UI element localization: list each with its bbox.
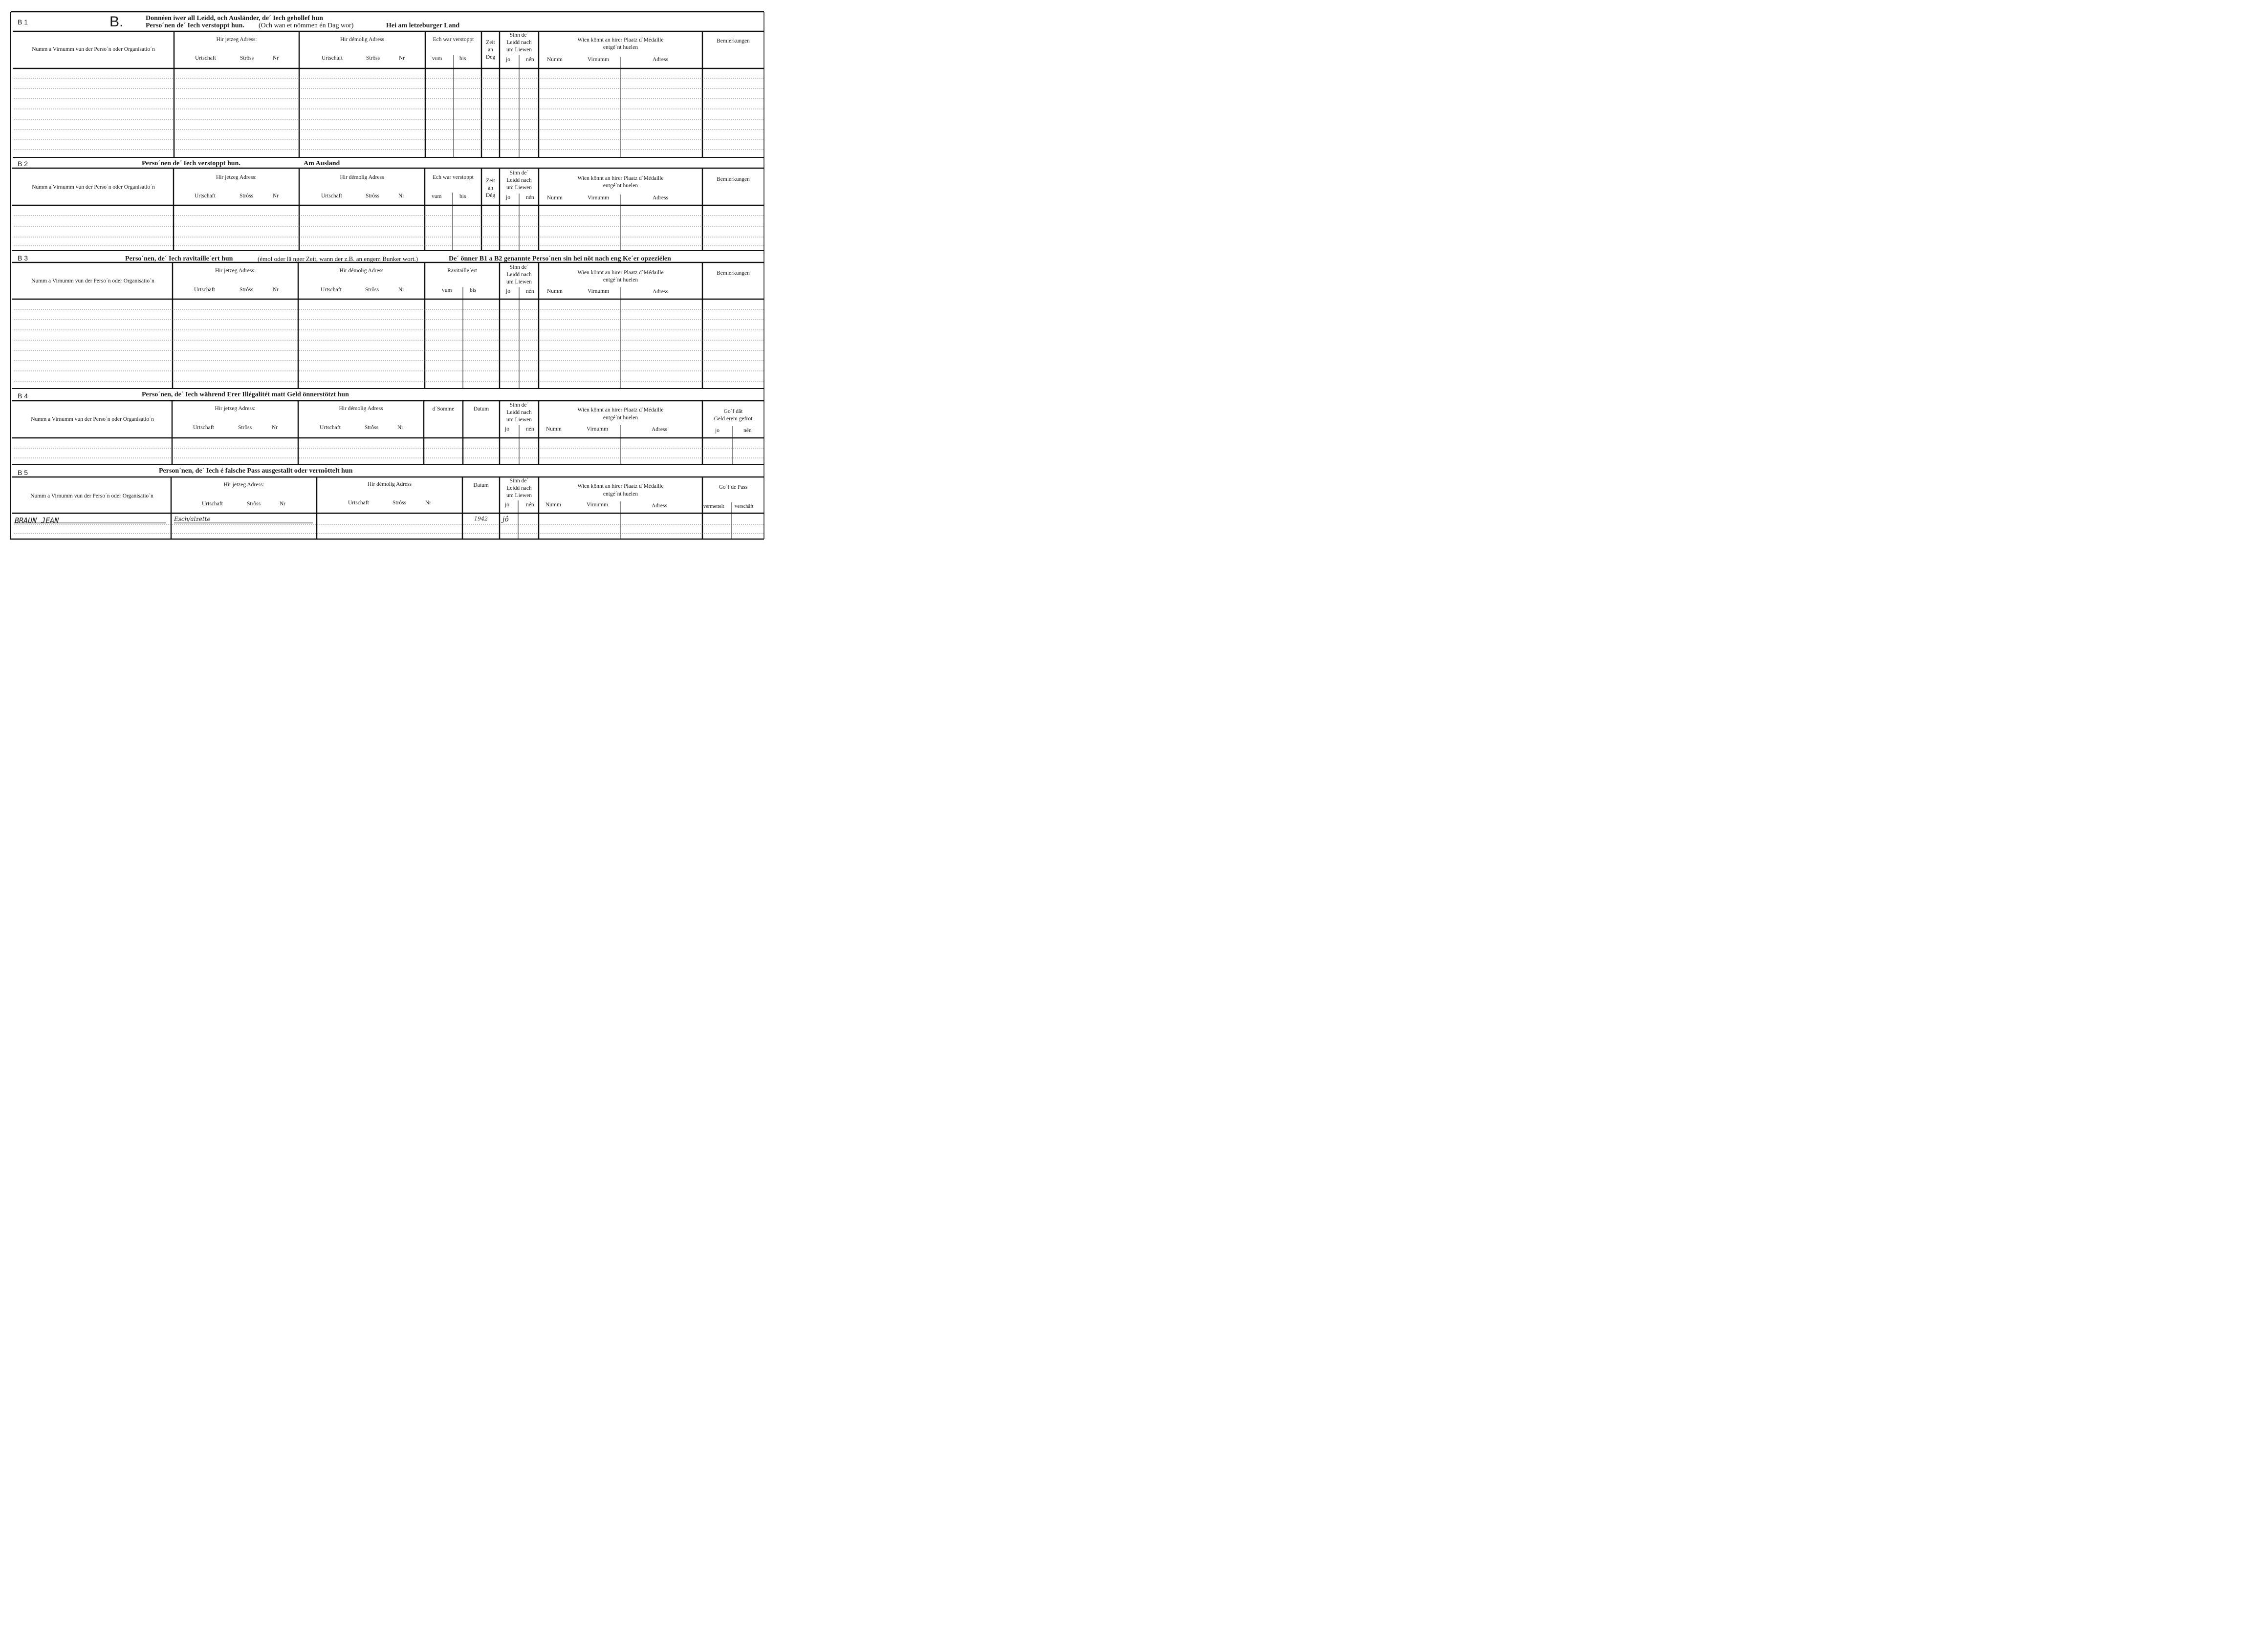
col-former-address-header: Hir démolig Adress bbox=[339, 406, 383, 412]
col-nr-header: Nr bbox=[399, 55, 405, 61]
col-former-address-header: Hir démolig Adress bbox=[339, 268, 384, 274]
col-bis-header: bis bbox=[459, 194, 466, 199]
col-virnumm-header: Virnumm bbox=[587, 502, 609, 508]
col-nen-header: nén bbox=[526, 502, 534, 508]
col-alive-header: Leidd nach bbox=[506, 272, 532, 278]
col-urtschaft-header: Urtschaft bbox=[321, 287, 342, 293]
col-former-address-header: Hir démolig Adress bbox=[340, 37, 385, 43]
section-b1-title-line2: Perso´nen de´ Iech verstoppt hun. bbox=[146, 22, 244, 29]
col-adress-header: Adress bbox=[652, 427, 667, 433]
col-name-header: Numm a Virnumm vun der Perso´n oder Organisatio´n bbox=[31, 278, 154, 284]
section-b3-title: Perso´nen, de´ Iech ravitaille´ert hun bbox=[125, 255, 233, 262]
col-stross-header: Strôss bbox=[240, 287, 254, 293]
col-jo-header: jo bbox=[506, 195, 510, 200]
col-nr-header: Nr bbox=[272, 425, 278, 431]
col-bis-header: bis bbox=[470, 287, 477, 293]
entry-alive-yes: jô bbox=[502, 516, 509, 523]
col-zeit-header: an bbox=[488, 185, 493, 191]
section-b4-title: Perso´nen, de´ Iech während Erer Illégalitét matt Geld önnerstötzt hun bbox=[142, 391, 349, 398]
col-nen-header: nén bbox=[743, 428, 752, 433]
col-alive-header: Sinn de´ bbox=[509, 402, 529, 408]
col-alive-header: Sinn de´ bbox=[509, 170, 529, 176]
col-former-address-header: Hir démolig Adress bbox=[367, 481, 412, 487]
col-numm-header: Numm bbox=[547, 57, 563, 63]
col-zeit-header: Zeit bbox=[486, 178, 495, 184]
col-alive-header: Sinn de´ bbox=[509, 264, 529, 270]
entry-urtschaft: Esch/alzette bbox=[174, 516, 211, 522]
col-vermettelt-header: vermettelt bbox=[703, 504, 724, 509]
col-jo-header: jo bbox=[505, 426, 509, 432]
entry-name: BRAUN JEAN bbox=[15, 516, 59, 525]
section-b3-title-note2: De´ önner B1 a B2 genannte Perso´nen sin hei nöt nach eng Ke´er opzeziélen bbox=[449, 255, 671, 262]
col-current-address-header: Hir jetzeg Adress: bbox=[215, 268, 256, 274]
section-b3-title-note: (émol oder lä nger Zeit, wann der z.B. an engem Bunker wort.) bbox=[258, 255, 418, 262]
col-jo-header: jo bbox=[506, 288, 510, 294]
col-remarks-header: Bemierkungen bbox=[717, 176, 750, 182]
section-b2-code: B 2 bbox=[18, 160, 28, 168]
col-adress-header: Adress bbox=[653, 289, 668, 295]
section-b4-code: B 4 bbox=[18, 392, 28, 400]
col-medal-header: entgé´nt huelen bbox=[603, 415, 638, 421]
col-alive-header: um Liewen bbox=[506, 47, 532, 53]
col-stross-header: Strôss bbox=[240, 55, 254, 61]
col-hidden-header: Ech war verstoppt bbox=[433, 174, 474, 180]
col-medal-header: Wien könnt an hirer Plaatz d´Médaille bbox=[577, 407, 664, 413]
col-urtschaft-header: Urtschaft bbox=[321, 193, 342, 199]
col-urtschaft-header: Urtschaft bbox=[348, 500, 369, 506]
col-current-address-header: Hir jetzeg Adress: bbox=[215, 406, 256, 412]
col-numm-header: Numm bbox=[546, 426, 562, 432]
col-remarks-header: Bemierkungen bbox=[717, 38, 750, 44]
col-sum-header: d´Somme bbox=[432, 406, 455, 412]
col-alive-header: Sinn de´ bbox=[509, 32, 529, 38]
col-jo-header: jo bbox=[505, 502, 509, 508]
col-urtschaft-header: Urtschaft bbox=[194, 287, 215, 293]
col-vum-header: vum bbox=[432, 194, 442, 199]
col-alive-header: um Liewen bbox=[506, 493, 532, 498]
col-nr-header: Nr bbox=[273, 193, 279, 199]
col-current-address-header: Hir jetzeg Adress: bbox=[216, 174, 257, 180]
col-alive-header: Leidd nach bbox=[506, 485, 532, 491]
col-adress-header: Adress bbox=[652, 503, 667, 509]
col-zeit-header: Dég bbox=[485, 193, 496, 198]
col-alive-header: um Liewen bbox=[506, 279, 532, 285]
col-nr-header: Nr bbox=[398, 193, 405, 199]
col-nr-header: Nr bbox=[273, 55, 279, 61]
col-stross-header: Strôss bbox=[365, 425, 379, 431]
col-nen-header: nén bbox=[526, 195, 534, 200]
col-alive-header: Leidd nach bbox=[506, 177, 532, 183]
col-alive-header: Sinn de´ bbox=[509, 478, 529, 484]
col-remarks-header: Bemierkungen bbox=[717, 270, 750, 276]
section-b1-title-line1: Donnéen iwer all Leidd, och Ausländer, de´ Iech gehollef hun bbox=[146, 15, 323, 22]
col-medal-header: Wien könnt an hirer Plaatz d´Médaille bbox=[577, 270, 664, 276]
col-alive-header: Leidd nach bbox=[506, 40, 532, 45]
col-medal-header: entgé´nt huelen bbox=[603, 44, 638, 50]
section-b2-title: Perso´nen de´ Iech verstoppt hun. bbox=[142, 160, 240, 167]
col-nr-header: Nr bbox=[397, 425, 404, 431]
col-urtschaft-header: Urtschaft bbox=[195, 55, 216, 61]
col-date-header: Datum bbox=[473, 406, 489, 412]
col-medal-header: Wien könnt an hirer Plaatz d´Médaille bbox=[577, 175, 664, 181]
col-virnumm-header: Virnumm bbox=[588, 57, 610, 63]
section-b3-code: B 3 bbox=[18, 254, 28, 262]
col-stross-header: Strôss bbox=[238, 425, 252, 431]
col-stross-header: Strôss bbox=[366, 193, 380, 199]
col-name-header: Numm a Virnumm vun der Perso´n oder Organisatio´n bbox=[32, 46, 155, 52]
form-sheet bbox=[0, 0, 766, 550]
col-name-header: Numm a Virnumm vun der Perso´n oder Organisatio´n bbox=[31, 416, 154, 422]
col-jo-header: jo bbox=[715, 428, 720, 433]
col-medal-header: entgé´nt huelen bbox=[603, 277, 638, 283]
col-nr-header: Nr bbox=[273, 287, 279, 293]
section-b1-code: B 1 bbox=[18, 18, 28, 26]
col-current-address-header: Hir jetzeg Adress: bbox=[223, 482, 264, 488]
col-stross-header: Strôss bbox=[247, 501, 261, 507]
col-zeit-header: an bbox=[488, 47, 493, 53]
col-adress-header: Adress bbox=[653, 195, 668, 201]
col-jo-header: jo bbox=[506, 57, 510, 63]
col-urtschaft-header: Urtschaft bbox=[195, 193, 216, 199]
form-letter: B. bbox=[109, 14, 124, 30]
col-medal-header: Wien könnt an hirer Plaatz d´Médaille bbox=[577, 37, 664, 43]
col-stross-header: Strôss bbox=[365, 287, 379, 293]
col-date-header: Datum bbox=[473, 482, 489, 488]
col-numm-header: Numm bbox=[547, 195, 563, 201]
col-zeit-header: Dég bbox=[485, 54, 496, 60]
col-numm-header: Numm bbox=[547, 288, 563, 294]
col-name-header: Numm a Virnumm vun der Perso´n oder Organisatio´n bbox=[30, 493, 153, 499]
col-numm-header: Numm bbox=[545, 502, 561, 508]
col-vum-header: vum bbox=[442, 287, 452, 293]
col-current-address-header: Hir jetzeg Adress: bbox=[216, 37, 257, 43]
col-name-header: Numm a Virnumm vun der Perso´n oder Organisatio´n bbox=[32, 184, 155, 190]
section-b1-title-note: (Och wan et nömmen én Dag wor) bbox=[259, 22, 354, 29]
col-stross-header: Strôss bbox=[240, 193, 254, 199]
section-b2-title-location: Am Ausland bbox=[304, 160, 340, 167]
col-virnumm-header: Virnumm bbox=[588, 195, 610, 201]
col-stross-header: Strôss bbox=[366, 55, 380, 61]
col-pass-header: Go´f de Pass bbox=[719, 484, 748, 490]
entry-date: 1942 bbox=[474, 516, 488, 522]
col-stross-header: Strôss bbox=[393, 500, 407, 506]
col-vum-header: vum bbox=[432, 56, 442, 62]
col-virnumm-header: Virnumm bbox=[587, 426, 609, 432]
section-b5-title: Person´nen, de´ Iech é falsche Pass ausgestallt oder vermöttelt hun bbox=[159, 467, 353, 475]
col-hidden-header: Ech war verstoppt bbox=[433, 37, 474, 43]
col-urtschaft-header: Urtschaft bbox=[202, 501, 223, 507]
col-nen-header: nén bbox=[526, 426, 534, 432]
col-urtschaft-header: Urtschaft bbox=[322, 55, 343, 61]
col-zeit-header: Zeit bbox=[486, 40, 495, 45]
col-medal-header: Wien könnt an hirer Plaatz d´Médaille bbox=[577, 483, 664, 489]
col-alive-header: um Liewen bbox=[506, 185, 532, 191]
col-urtschaft-header: Urtschaft bbox=[320, 425, 341, 431]
col-former-address-header: Hir démolig Adress bbox=[340, 174, 384, 180]
col-nr-header: Nr bbox=[280, 501, 286, 507]
col-bis-header: bis bbox=[459, 56, 466, 62]
col-money-returned-header: Geld erem gefrot bbox=[714, 416, 753, 422]
col-alive-header: um Liewen bbox=[506, 417, 532, 423]
col-nen-header: nén bbox=[526, 288, 534, 294]
col-supplied-header: Ravitaille´ert bbox=[447, 268, 477, 274]
col-nr-header: Nr bbox=[425, 500, 432, 506]
col-adress-header: Adress bbox=[653, 57, 668, 63]
col-nen-header: nén bbox=[526, 57, 534, 63]
col-verschaft-header: verschâft bbox=[735, 504, 754, 509]
section-b1-title-location: Hei am letzeburger Land bbox=[386, 22, 460, 29]
section-b5-code: B 5 bbox=[18, 469, 28, 477]
col-virnumm-header: Virnumm bbox=[588, 288, 610, 294]
col-nr-header: Nr bbox=[398, 287, 405, 293]
col-medal-header: entgé´nt huelen bbox=[603, 491, 638, 497]
col-alive-header: Leidd nach bbox=[506, 410, 532, 415]
col-medal-header: entgé´nt huelen bbox=[603, 183, 638, 189]
col-money-returned-header: Go´f dât bbox=[723, 409, 743, 414]
col-urtschaft-header: Urtschaft bbox=[193, 425, 214, 431]
